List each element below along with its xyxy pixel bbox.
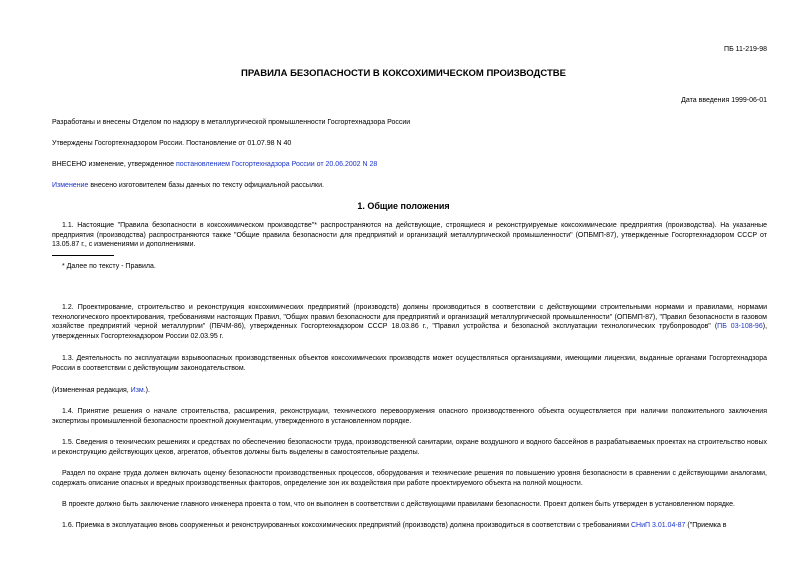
- change-link[interactable]: Изменение: [52, 182, 89, 189]
- edited-prefix: (Измененная редакция,: [52, 387, 131, 394]
- section-heading: 1. Общие положения: [357, 201, 450, 211]
- introduction-date: Дата введения 1999-06-01: [681, 97, 767, 104]
- paragraph-1-6: [52, 521, 767, 531]
- document-code: ПБ 11-219-98: [724, 46, 767, 53]
- paragraph-1-1: 1.1. Настоящие "Правила безопасности в коксохимическом производстве"* распространяются на действующие, строящиеся и реконструируемые коксохимические предприятия (производства). На указанные предприятия (производства) распространяются также "Общие правила безопасности для предприятий и организаций металлургической промышленности" (ОПБМП-87), утвержденные Госгортехнадзором СССР от 13.05.87 г., с изменениями и дополнениями.: [52, 222, 767, 249]
- document-title: ПРАВИЛА БЕЗОПАСНОСТИ В КОКСОХИМИЧЕСКОМ ПРОИЗВОДСТВЕ: [241, 68, 566, 79]
- footnote-divider: [52, 255, 114, 256]
- change-paragraph: [52, 181, 767, 191]
- edited-note: [52, 386, 767, 396]
- amendment-resolution-link[interactable]: постановлением Госгортехнадзора России от 20.06.2002 N 28: [175, 161, 378, 168]
- amended-prefix: ВНЕСЕНО изменение, утвержденное: [52, 161, 176, 168]
- paragraph-1-6-tail: ("Приемка в: [685, 522, 727, 529]
- paragraph-chief-engineer: В проекте должно быть заключение главного инженера проекта о том, что он выполнен в соответствии с действующими правилами безопасности. Проект должен быть утвержден в установленном порядке.: [62, 501, 735, 508]
- paragraph-1-3: 1.3. Деятельность по эксплуатации взрывоопасных производственных объектов коксохимических производств может осуществляться организациями, имеющими лицензии, выданные органами Госгортехнадзора России в соответствии с действующим законодательством.: [52, 355, 767, 372]
- paragraph-labor-safety: Раздел по охране труда должен включать оценку безопасности производственных процессов, оборудования и технические решения по повышению уровня безопасности в сравнении с действующими аналогами, содержать описание опасных и вредных производственных факторов, определение зон их воздействия при работе проектируемого объекта на полной мощности.: [52, 470, 767, 487]
- developed-paragraph: Разработаны и внесены Отделом по надзору в металлургической промышленности Госгортехнадзора России: [52, 119, 411, 126]
- paragraph-1-4: 1.4. Принятие решения о начале строительства, расширения, реконструкции, технического перевооружения опасного производственного объекта осуществляется при наличии положительного заключения экспертизы промышленной безопасности проектной документации, утвержденного в установленном порядке.: [52, 408, 767, 425]
- amended-paragraph: [52, 160, 767, 170]
- pb-03-108-96-link[interactable]: ПБ 03-108-96: [717, 323, 763, 331]
- paragraph-1-6-text: 1.6. Приемка в эксплуатацию вновь сооруженных и реконструированных коксохимических предприятий (производств) должна производиться в соответствии с требованиями: [62, 522, 631, 529]
- footnote: * Далее по тексту - Правила.: [62, 263, 156, 270]
- paragraph-1-2: [52, 303, 767, 341]
- paragraph-1-2-text: 1.2. Проектирование, строительство и реконструкция коксохимических предприятий (производств) должны производиться в соответствии с действующими строительными нормами и правилами, нормами технологического проектирования, требованиями настоящих Правил, "Общих правил безопасности для предприятий и организаций металлургической промышленности" (ОПБМП-87), "Правил безопасности в газовом хозяйстве предприятий черной металлургии" (ПБЧМ-86), утвержденных Госгортехнадзором СССР 18.03.86 г., "Правил устройства и безопасной эксплуатации технологических трубопроводов" (: [52, 304, 767, 331]
- amendment-link[interactable]: Изм.: [130, 387, 146, 394]
- change-text: внесено изготовителем базы данных по тексту официальной рассылки.: [88, 182, 324, 189]
- approved-paragraph: Утверждены Госгортехнадзором России. Постановление от 01.07.98 N 40: [52, 140, 292, 147]
- paragraph-1-2-tail: ), утвержденных Госгортехнадзором России 02.03.95 г.: [52, 323, 768, 340]
- snip-3-01-04-87-link[interactable]: СНиП 3.01.04-87: [630, 522, 686, 529]
- edited-suffix: ).: [145, 387, 150, 394]
- paragraph-1-5: 1.5. Сведения о технических решениях и средствах по обеспечению безопасности труда, производственной санитарии, охране воздушного и водного бассейнов в разрабатываемых проектах на строительство новых и реконструкцию действующих цехов, агрегатов, объектов должны быть выделены в самостоятельные разделы.: [52, 439, 767, 456]
